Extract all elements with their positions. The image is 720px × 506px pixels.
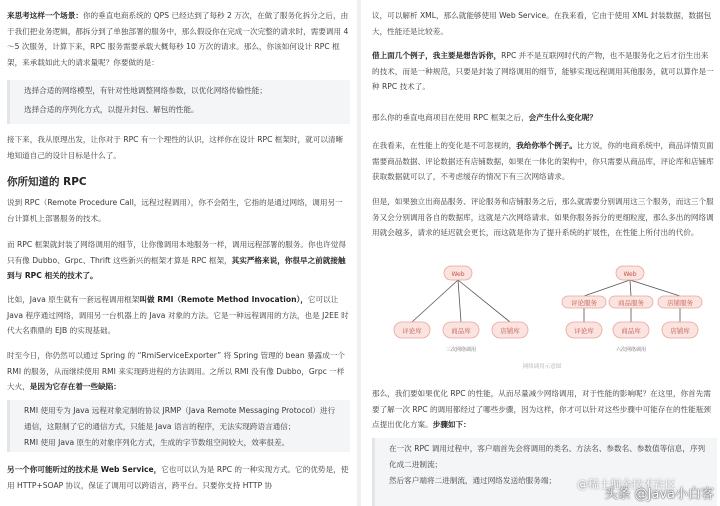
svg-text:店铺库: 店铺库 <box>670 327 690 335</box>
paragraph-spring-rmi: 时至今日，你仍然可以通过 Spring 的 “RmiServiceExporter” 将 Spring 管理的 bean 暴露成一个 RMI 的服务，从而继续使用 RMI 来实现跨进程的方法调用。之所以 RMI 没有像 Dubbo，Grpc 一样大火，是因为它存在着一些缺陷： <box>7 351 346 391</box>
diagram-node-shop-db-2 <box>662 322 698 338</box>
quote-item: 然后客户端将二进制流，通过网络发送给服务端； <box>389 476 557 485</box>
svg-text:评论库: 评论库 <box>574 327 594 335</box>
diagram-node-product-db-2 <box>613 322 649 338</box>
diagram-node-web-left <box>444 266 472 280</box>
network-call-diagram <box>372 258 712 374</box>
paragraph-rpc-steps: 那么，我们要如果优化 RPC 的性能，从而尽量减少网络调用，对于性能的影响呢？在这里，你首先需要了解一次 RPC 的调用都经过了哪些步骤，因为这样，你才可以针对这些步骤中可能存在的性能瓶颈点提出优化方案。步骤如下： <box>372 389 711 429</box>
paragraph-web-service-cont: 议，可以解析 XML，那么就能够使用 Web Service。在我来看，它由于使用 XML 封装数据，数据包大，性能还是比较差。 <box>372 11 712 36</box>
right-page <box>362 0 720 506</box>
svg-text:Web: Web <box>451 271 465 278</box>
paragraph-example: 在我看来，在性能上的变化是不可忽视的，我给你举个例子。比方说，你的电商系统中，商品详情页面需要商品数据、评论数据还有店铺数据，如果在一体化的架构中，你只需要从商品库，评论库和店铺库获取数据就可以了，不考虑缓存的情况下有三次网络请求。 <box>372 141 714 181</box>
diagram-node-product-db <box>443 322 479 338</box>
svg-text:店铺服务: 店铺服务 <box>667 299 693 307</box>
paragraph-rpc-definition: 说到 RPC（Remote Procedure Call，远程过程调用），你不会陌生，它指的是通过网络，调用另一台计算机上部署服务的技术。 <box>7 198 343 223</box>
diagram-node-comment-db <box>394 322 430 338</box>
quote-item: RMI 使用 Java 原生的对象序列化方式，生成的字节数组空间较大，效率很差。 <box>24 438 290 447</box>
diagram-node-web-right <box>616 266 644 280</box>
diagram-node-product-service <box>609 296 653 308</box>
paragraph-question: 那么你的垂直电商项目在使用 RPC 框架之后，会产生什么变化呢？ <box>372 113 598 122</box>
paragraph-web-service: 另一个你可能听过的技术是 Web Service，它也可以认为是 RPC 的一种实现方式。它的优势是，使用 HTTP+SOAP 协议，保证了调用可以跨语言，跨平台。只要你支持 HTTP 协 <box>7 465 349 490</box>
paragraph-rmi: 比如，Java 原生就有一套远程调用框架叫做 RMI（Remote Method Invocation），它可以让 Java 程序通过网络，调用另一台机器上的 Java 对象的方法。它是一种远程调用的方法，也是 J2EE 时代大名鼎鼎的 EJB 的实现基础。 <box>7 295 349 335</box>
section-heading: 你所知道的 RPC <box>7 176 87 188</box>
page-divider <box>357 0 361 506</box>
quote-item: 在一次 RPC 调用过程中，客户端首先会将调用的类名、方法名、参数名、参数值等信息，序列化成二进制流； <box>389 444 706 469</box>
watermark-toutiao: 头条 @Java小白客 <box>604 487 714 502</box>
diagram-node-comment-db-2 <box>566 322 602 338</box>
paragraph-rpc-norm: 借上面几个例子，我主要是想告诉你，RPC 并不是互联网时代的产物，也不是服务化之后才衍生出来的技术，而是一种规范，只要是封装了网络调用的细节，能够实现远程调用其他服务，就可以算作是一种 RPC 技术了。 <box>372 51 714 91</box>
paragraph-rpc-framework: 而 RPC 框架就封装了网络调用的细节，让你像调用本地服务一样，调用远程部署的服务。你也许觉得只有像 Dubbo、Grpc、Thrift 这些新兴的框架才算是 RPC 框架，其实严格来说，你很早之前就接触到与 RPC 相关的技术了。 <box>7 240 346 280</box>
svg-text:店铺库: 店铺库 <box>500 327 520 335</box>
svg-text:评论库: 评论库 <box>402 327 422 335</box>
quote-item: RMI 使用专为 Java 远程对象定制的协议 JRMP（Java Remote Messaging Protocol）进行通信，这限制了它的通信方式，只能是 Java 语言的程序，无法实现跨语言通信； <box>24 406 336 431</box>
diagram-caption: 网络调用示意图 <box>522 364 562 370</box>
paragraph-six-calls: 但是，如果独立出商品服务、评论服务和店铺服务之后，那么就需要分别调用这三个服务，而这三个服务又会分别调用各自的数据库，这就是六次网络请求。如果你服务拆分的更细粒度，那么多出的网络调用就会越多，请求的延迟就会更长，而这就是你为了提升系统的扩展性，在性能上所付出的代价。 <box>372 197 714 237</box>
svg-text:商品库: 商品库 <box>451 327 471 335</box>
svg-text:商品服务: 商品服务 <box>618 299 644 307</box>
paragraph-intro: 接下来，我从原理出发，让你对于 RPC 有一个理性的认识，这样你在设计 RPC 框架时，就可以清晰地知道自己的设计目标是什么了。 <box>7 135 344 160</box>
diagram-node-comment-service <box>562 296 606 308</box>
quote-item: 选择合适的序列化方式，以提升封包、解包的性能。 <box>24 104 199 114</box>
quote-item: 选择合适的网络模型，有针对性地调整网络参数，以优化网络传输性能； <box>24 86 267 95</box>
diagram-label-three-calls: 三次网络调用 <box>445 347 477 353</box>
diagram-node-shop-service <box>658 296 702 308</box>
quote-block-1 <box>7 80 350 124</box>
svg-text:评论服务: 评论服务 <box>571 299 597 307</box>
svg-text:商品库: 商品库 <box>621 327 641 335</box>
watermark-juejin: @稀土掘金技术社区 <box>577 478 676 491</box>
diagram-label-six-calls: 六次网络调用 <box>615 347 647 353</box>
left-page <box>0 0 356 506</box>
svg-text:Web: Web <box>623 271 637 278</box>
paragraph-scenario: 来思考这样一个场景：你的垂直电商系统的 QPS 已经达到了每秒 2 万次，在做了服务化拆分之后，由于我们把业务逻辑，都拆分到了单独部署的服务中，那么假设你在完成一次完整的请求时，需要调用 4～5 次服务，计算下来，RPC 服务需要承载大概每秒 10 万次的请求。那么，你该如何设计 RPC 框架，来承载如此大的请求量呢？你要做的是： <box>7 11 349 67</box>
quote-block-2 <box>7 400 350 452</box>
diagram-node-shop-db <box>492 322 528 338</box>
